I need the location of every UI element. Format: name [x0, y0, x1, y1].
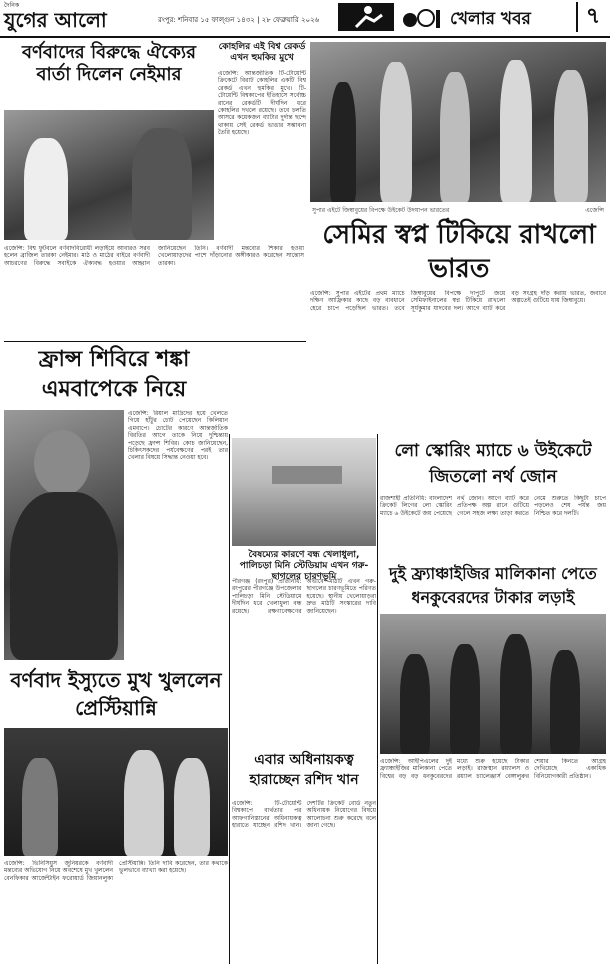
- page-number: ৭: [576, 2, 608, 32]
- india-caption: সুপার এইটে জিম্বাবুয়ের বিপক্ষে উইকেট উদযাপন ভারতের: [312, 207, 450, 214]
- prestianni-photo: [4, 728, 228, 856]
- sports-balls-icon: [400, 6, 444, 30]
- india-headline: সেমির স্বপ্ন টিকিয়ে রাখলো ভারত: [322, 220, 596, 284]
- northzone-body: রাজশাহী প্রতিনিধি: বাংলাদেশ ক্রিকেট লিগের লো স্কোরিং ম্যাচে ৬ উইকেটে জয় পেয়েছে নর্থ জোন। আগে ব্যাট করে প্রতিপক্ষ অল্প রানে গুটিয়ে গেলে সহজ লক্ষ্য তাড়া করতে নেমে শুরুতে কিছুটা চাপে পড়লেও শেষ পর্যন্ত জয় নিশ্চিত করে দলটি।: [380, 495, 606, 517]
- runner-icon: [338, 3, 394, 31]
- mbappe-headline: ফ্রান্স শিবিরে শঙ্কা এমবাপেকে নিয়ে: [38, 347, 190, 402]
- neymar-body: এজেন্সি: বিশ্ব ফুটবলে বর্ণবাদবিরোধী লড়াইয়ে আবারও সরব হলেন ব্রাজিল তারকা নেইমার। মাঠ ও মাঠের বাইরে বর্ণবাদী আচরণের বিরুদ্ধে সবাইকে ঐক্যবদ্ধ হওয়ার আহ্বান জানিয়েছেন তিনি। বর্ণবাদী মন্তব্যের শিকার হওয়া খেলোয়াড়দের পাশে দাঁড়ানোর অঙ্গীকারও করেছেন সান্তোস তারকা।: [4, 245, 304, 267]
- india-photo: [310, 42, 606, 202]
- franchise-body: এজেন্সি: আইপিএলের দুই ফ্র্যাঞ্চাইজির মালিকানা পেতে বিশ্বের বড় বড় ধনকুবেরদের মধ্যে শুরু হয়েছে টাকার লড়াই। রাজস্থান রয়্যালস ও রয়্যাল চ্যালেঞ্জার্স বেঙ্গালুরুর শেয়ার কিনতে আগ্রহ দেখিয়েছে একাধিক বিনিয়োগকারী প্রতিষ্ঠান।: [380, 758, 606, 780]
- rashid-body: এজেন্সি: টি-টোয়েন্টি বিশ্বকাপে ব্যর্থতার পর আফগানিস্তানের অধিনায়কত্ব হারাতে যাচ্ছেন রশিদ খান। দেশটির ক্রিকেট বোর্ড নতুন অধিনায়ক নিয়োগের বিষয়ে আলোচনা শুরু করেছে বলে জানা গেছে।: [232, 800, 376, 830]
- column-rule: [377, 434, 378, 964]
- dateline: রংপুর: শনিবার ১৫ ফাল্গুন ১৪৩২ | ২৮ ফেব্রুয়ারি ২০২৬: [158, 16, 320, 24]
- section-title: খেলার খবর: [450, 9, 531, 29]
- column-rule: [229, 434, 230, 964]
- prestianni-body: এজেন্সি: ভিনিসিয়ুস জুনিয়রকে বর্ণবাদী মন্তব্যের অভিযোগ নিয়ে অবশেষে মুখ খুললেন বেনফিকার আর্জেন্টাইন ফরোয়ার্ড জিয়ানলুকা প্রেস্টিয়ান্নি। তিনি দাবি করেছেন, তার কথাকে ভুলভাবে ব্যাখ্যা করা হয়েছে।: [4, 860, 228, 882]
- masthead-name: যুগের আলো: [4, 8, 107, 32]
- neymar-headline: বর্ণবাদের বিরুদ্ধে ঐক্যের বার্তা দিলেন নেইমার: [21, 42, 197, 85]
- northzone-headline: লো স্কোরিং ম্যাচে ৬ উইকেটে জিতলো নর্থ জোন: [394, 441, 592, 487]
- page-header: [0, 0, 610, 38]
- rashid-headline: এবার অধিনায়কত্ব হারাচ্ছেন রশিদ খান: [249, 752, 359, 788]
- stadium-photo: [232, 438, 376, 546]
- stadium-headline: বৈষম্যের কারণে বন্ধ খেলাধুলা, পালিচড়া মিনি স্টেডিয়াম এখন গরু-ছাগলের চারণভূমি: [239, 550, 369, 582]
- prestianni-headline: বর্ণবাদ ইস্যুতে মুখ খুললেন প্রেস্টিয়ান্নি: [10, 668, 222, 720]
- mbappe-photo: [4, 410, 124, 660]
- masthead-tagline: দৈনিক: [4, 2, 20, 9]
- section-rule: [4, 341, 306, 342]
- mbappe-body: এজেন্সি: রিয়াল মাদ্রিদের হয়ে খেলতে গিয়ে হাঁটুর চোট পেয়েছেন কিলিয়ান এমবাপে। চোটের কারণে আন্তর্জাতিক বিরতির আগে তাকে নিয়ে দুশ্চিন্তায় পড়েছে ফ্রান্স শিবির। কোচ জানিয়েছেন, চিকিৎসকদের পর্যবেক্ষণের পরই তার খেলার বিষয়ে সিদ্ধান্ত নেওয়া হবে।: [128, 410, 228, 462]
- india-body: এজেন্সি: সুপার এইটের প্রথম ম্যাচে দক্ষিণ আফ্রিকার কাছে বড় ব্যবধানে হেরে চাপে পড়েছিল ভারত। তবে জিম্বাবুয়ের বিপক্ষে দাপুটে জয়ে সেমিফাইনালের স্বপ্ন টিকিয়ে রাখলো সূর্যকুমার যাদবের দল। আগে ব্যাট করে বড় সংগ্রহ দাঁড় করায় ভারত, জবাবে অল্পতেই গুটিয়ে যায় জিম্বাবুয়ে।: [310, 290, 606, 312]
- india-credit: এজেন্সি: [585, 207, 604, 214]
- franchise-headline: দুই ফ্র্যাঞ্চাইজির মালিকানা পেতে ধনকুবেরদের টাকার লড়াই: [389, 564, 597, 607]
- kohli-headline: কোহলির এই বিশ্ব রেকর্ড এখন হুমকির মুখে: [218, 42, 306, 63]
- kohli-body: এজেন্সি: আন্তর্জাতিক টি-টোয়েন্টি ক্রিকেটে বিরাট কোহলির একটি বিশ্ব রেকর্ড এখন হুমকির মুখে। টি-টোয়েন্টি বিশ্বকাপের ইতিহাসে সর্বোচ্চ রানের রেকর্ডটি দীর্ঘদিন ধরে কোহলির দখলে রয়েছে। তবে চলতি আসরে কয়েকজন ব্যাটার দুর্দান্ত ছন্দে থাকায় সেই রেকর্ড ভাঙার সম্ভাবনা তৈরি হয়েছে।: [218, 70, 306, 137]
- stadium-body: পীরগঞ্জ (রংপুর) প্রতিনিধি: রংপুরের পীরগঞ্জে উপজেলার পালিচড়া মিনি স্টেডিয়ামে দীর্ঘদিন ধরে খেলাধুলা বন্ধ রয়েছে। রক্ষণাবেক্ষণের অভাবে মাঠটি এখন গরু-ছাগলের চারণভূমিতে পরিণত হয়েছে। স্থানীয় খেলোয়াড়রা দ্রুত মাঠটি সংস্কারের দাবি জানিয়েছেন।: [232, 578, 376, 615]
- franchise-photo: [380, 614, 606, 754]
- neymar-photo: [4, 110, 214, 240]
- masthead: [4, 2, 154, 32]
